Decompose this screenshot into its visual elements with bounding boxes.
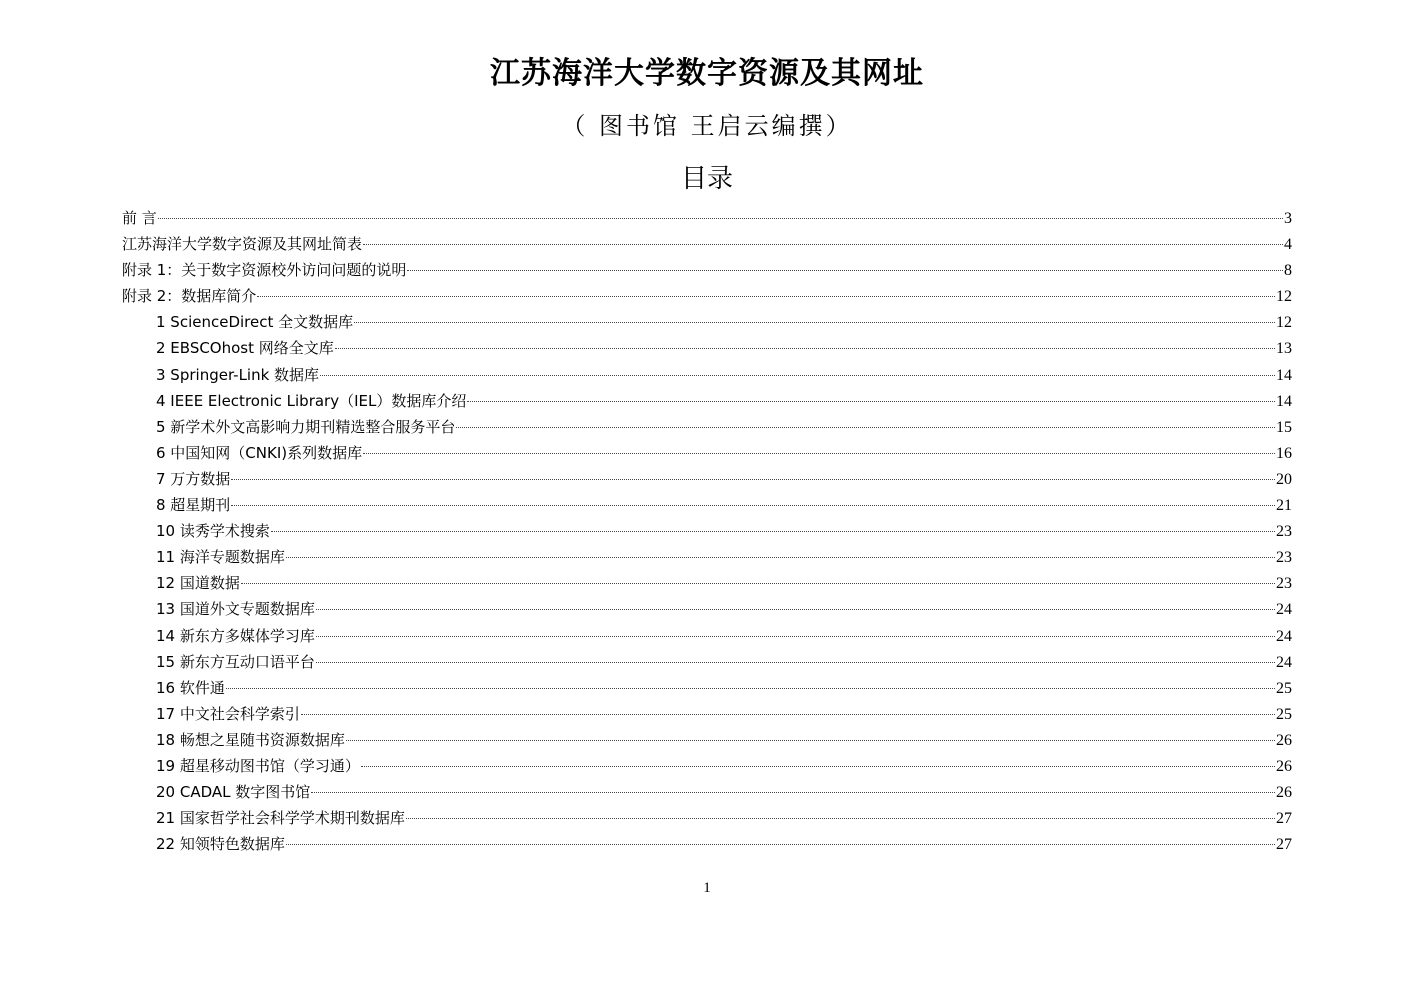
toc-entry-page: 14 [1276,392,1292,410]
table-of-contents [122,205,1292,857]
toc-entry[interactable] [122,805,1292,831]
toc-entry-label: 12 国道数据 [156,574,240,593]
toc-entry-label: 7 万方数据 [156,469,231,488]
toc-entry-label: 16 软件通 [156,678,225,697]
toc-entry[interactable] [122,440,1292,466]
dot-leader [226,688,1275,689]
toc-entry-label: 20 CADAL 数字图书馆 [156,783,311,802]
dot-leader [456,427,1275,428]
dot-leader [241,583,1275,584]
dot-leader [301,714,1275,715]
dot-leader [231,505,1275,506]
toc-entry-label: 21 国家哲学社会科学学术期刊数据库 [156,809,405,828]
dot-leader [407,270,1283,271]
toc-entry-page: 26 [1276,757,1292,775]
document-title: 江苏海洋大学数字资源及其网址 [490,56,924,91]
toc-entry-page: 26 [1276,784,1292,802]
toc-entry-label: 前 言 [122,209,157,227]
toc-entry-page: 13 [1276,340,1292,358]
toc-entry-page: 12 [1276,288,1292,306]
dot-leader [286,557,1275,558]
toc-entry-label: 3 Springer-Link 数据库 [156,365,320,384]
toc-entry-page: 25 [1276,705,1292,723]
dot-leader [363,244,1283,245]
toc-entry[interactable] [122,492,1292,518]
toc-entry[interactable] [122,649,1292,675]
toc-entry-label: 2 EBSCOhost 网络全文库 [156,339,334,358]
toc-entry-page: 3 [1284,210,1292,227]
toc-entry-page: 25 [1276,679,1292,697]
toc-entry-label: 6 中国知网（CNKI)系列数据库 [156,443,363,462]
toc-entry[interactable] [122,831,1292,857]
toc-entry-page: 23 [1276,549,1292,567]
toc-entry-page: 23 [1276,575,1292,593]
toc-entry[interactable] [122,779,1292,805]
toc-entry[interactable] [122,623,1292,649]
toc-entry-label: 17 中文社会科学索引 [156,704,300,723]
toc-entry[interactable] [122,518,1292,544]
toc-entry-label: 11 海洋专题数据库 [156,548,285,567]
toc-entry[interactable] [122,727,1292,753]
toc-entry-page: 14 [1276,366,1292,384]
toc-entry[interactable] [122,701,1292,727]
toc-entry[interactable] [122,544,1292,570]
dot-leader [316,609,1275,610]
toc-entry[interactable] [122,231,1292,257]
dot-leader [406,818,1275,819]
toc-entry[interactable] [122,388,1292,414]
toc-entry[interactable] [122,753,1292,779]
toc-entry-label: 江苏海洋大学数字资源及其网址简表 [122,235,363,254]
toc-entry-label: 附录 1：关于数字资源校外访问问题的说明 [122,261,407,280]
dot-leader [158,218,1283,219]
dot-leader [311,792,1275,793]
toc-entry[interactable] [122,309,1292,335]
toc-entry-label: 10 读秀学术搜索 [156,522,270,541]
toc-entry-page: 16 [1276,444,1292,462]
dot-leader [316,662,1275,663]
toc-entry-page: 4 [1284,236,1292,254]
dot-leader [271,531,1275,532]
toc-entry-label: 19 超星移动图书馆（学习通） [156,756,360,775]
toc-entry[interactable] [122,335,1292,361]
toc-entry[interactable] [122,675,1292,701]
dot-leader [354,322,1275,323]
toc-entry-label: 8 超星期刊 [156,496,231,515]
toc-entry-label: 13 国道外文专题数据库 [156,600,315,619]
document-subtitle: （ 图书馆 王启云编撰） [561,112,853,140]
page-number: 1 [703,880,711,896]
toc-entry-page: 21 [1276,497,1292,515]
toc-entry-label: 4 IEEE Electronic Library（IEL）数据库介绍 [156,391,467,410]
dot-leader [361,766,1275,767]
toc-entry[interactable] [122,570,1292,596]
dot-leader [467,401,1275,402]
dot-leader [335,348,1275,349]
toc-entry-page: 8 [1284,262,1292,280]
toc-entry-label: 15 新东方互动口语平台 [156,652,315,671]
toc-heading: 目录 [680,164,733,194]
toc-entry-page: 24 [1276,627,1292,645]
toc-entry[interactable] [122,283,1292,309]
dot-leader [363,453,1275,454]
toc-entry-page: 12 [1276,314,1292,332]
toc-entry-label: 5 新学术外文高影响力期刊精选整合服务平台 [156,417,456,436]
dot-leader [346,740,1275,741]
toc-entry-page: 27 [1276,836,1292,854]
toc-entry-label: 14 新东方多媒体学习库 [156,626,315,645]
dot-leader [257,296,1275,297]
toc-entry-label: 22 知领特色数据库 [156,835,285,854]
toc-entry-page: 20 [1276,470,1292,488]
toc-entry-page: 15 [1276,418,1292,436]
toc-entry-page: 27 [1276,810,1292,828]
toc-entry[interactable] [122,205,1292,231]
toc-entry-label: 附录 2：数据库简介 [122,287,257,306]
toc-entry[interactable] [122,596,1292,622]
toc-entry[interactable] [122,414,1292,440]
toc-entry-page: 24 [1276,653,1292,671]
toc-entry[interactable] [122,466,1292,492]
dot-leader [320,375,1275,376]
toc-entry-page: 24 [1276,601,1292,619]
toc-entry-page: 23 [1276,523,1292,541]
toc-entry-label: 1 ScienceDirect 全文数据库 [156,313,354,332]
dot-leader [316,636,1275,637]
toc-entry[interactable] [122,362,1292,388]
toc-entry-page: 26 [1276,731,1292,749]
dot-leader [286,844,1275,845]
toc-entry-label: 18 畅想之星随书资源数据库 [156,730,345,749]
dot-leader [231,479,1275,480]
toc-entry[interactable] [122,257,1292,283]
